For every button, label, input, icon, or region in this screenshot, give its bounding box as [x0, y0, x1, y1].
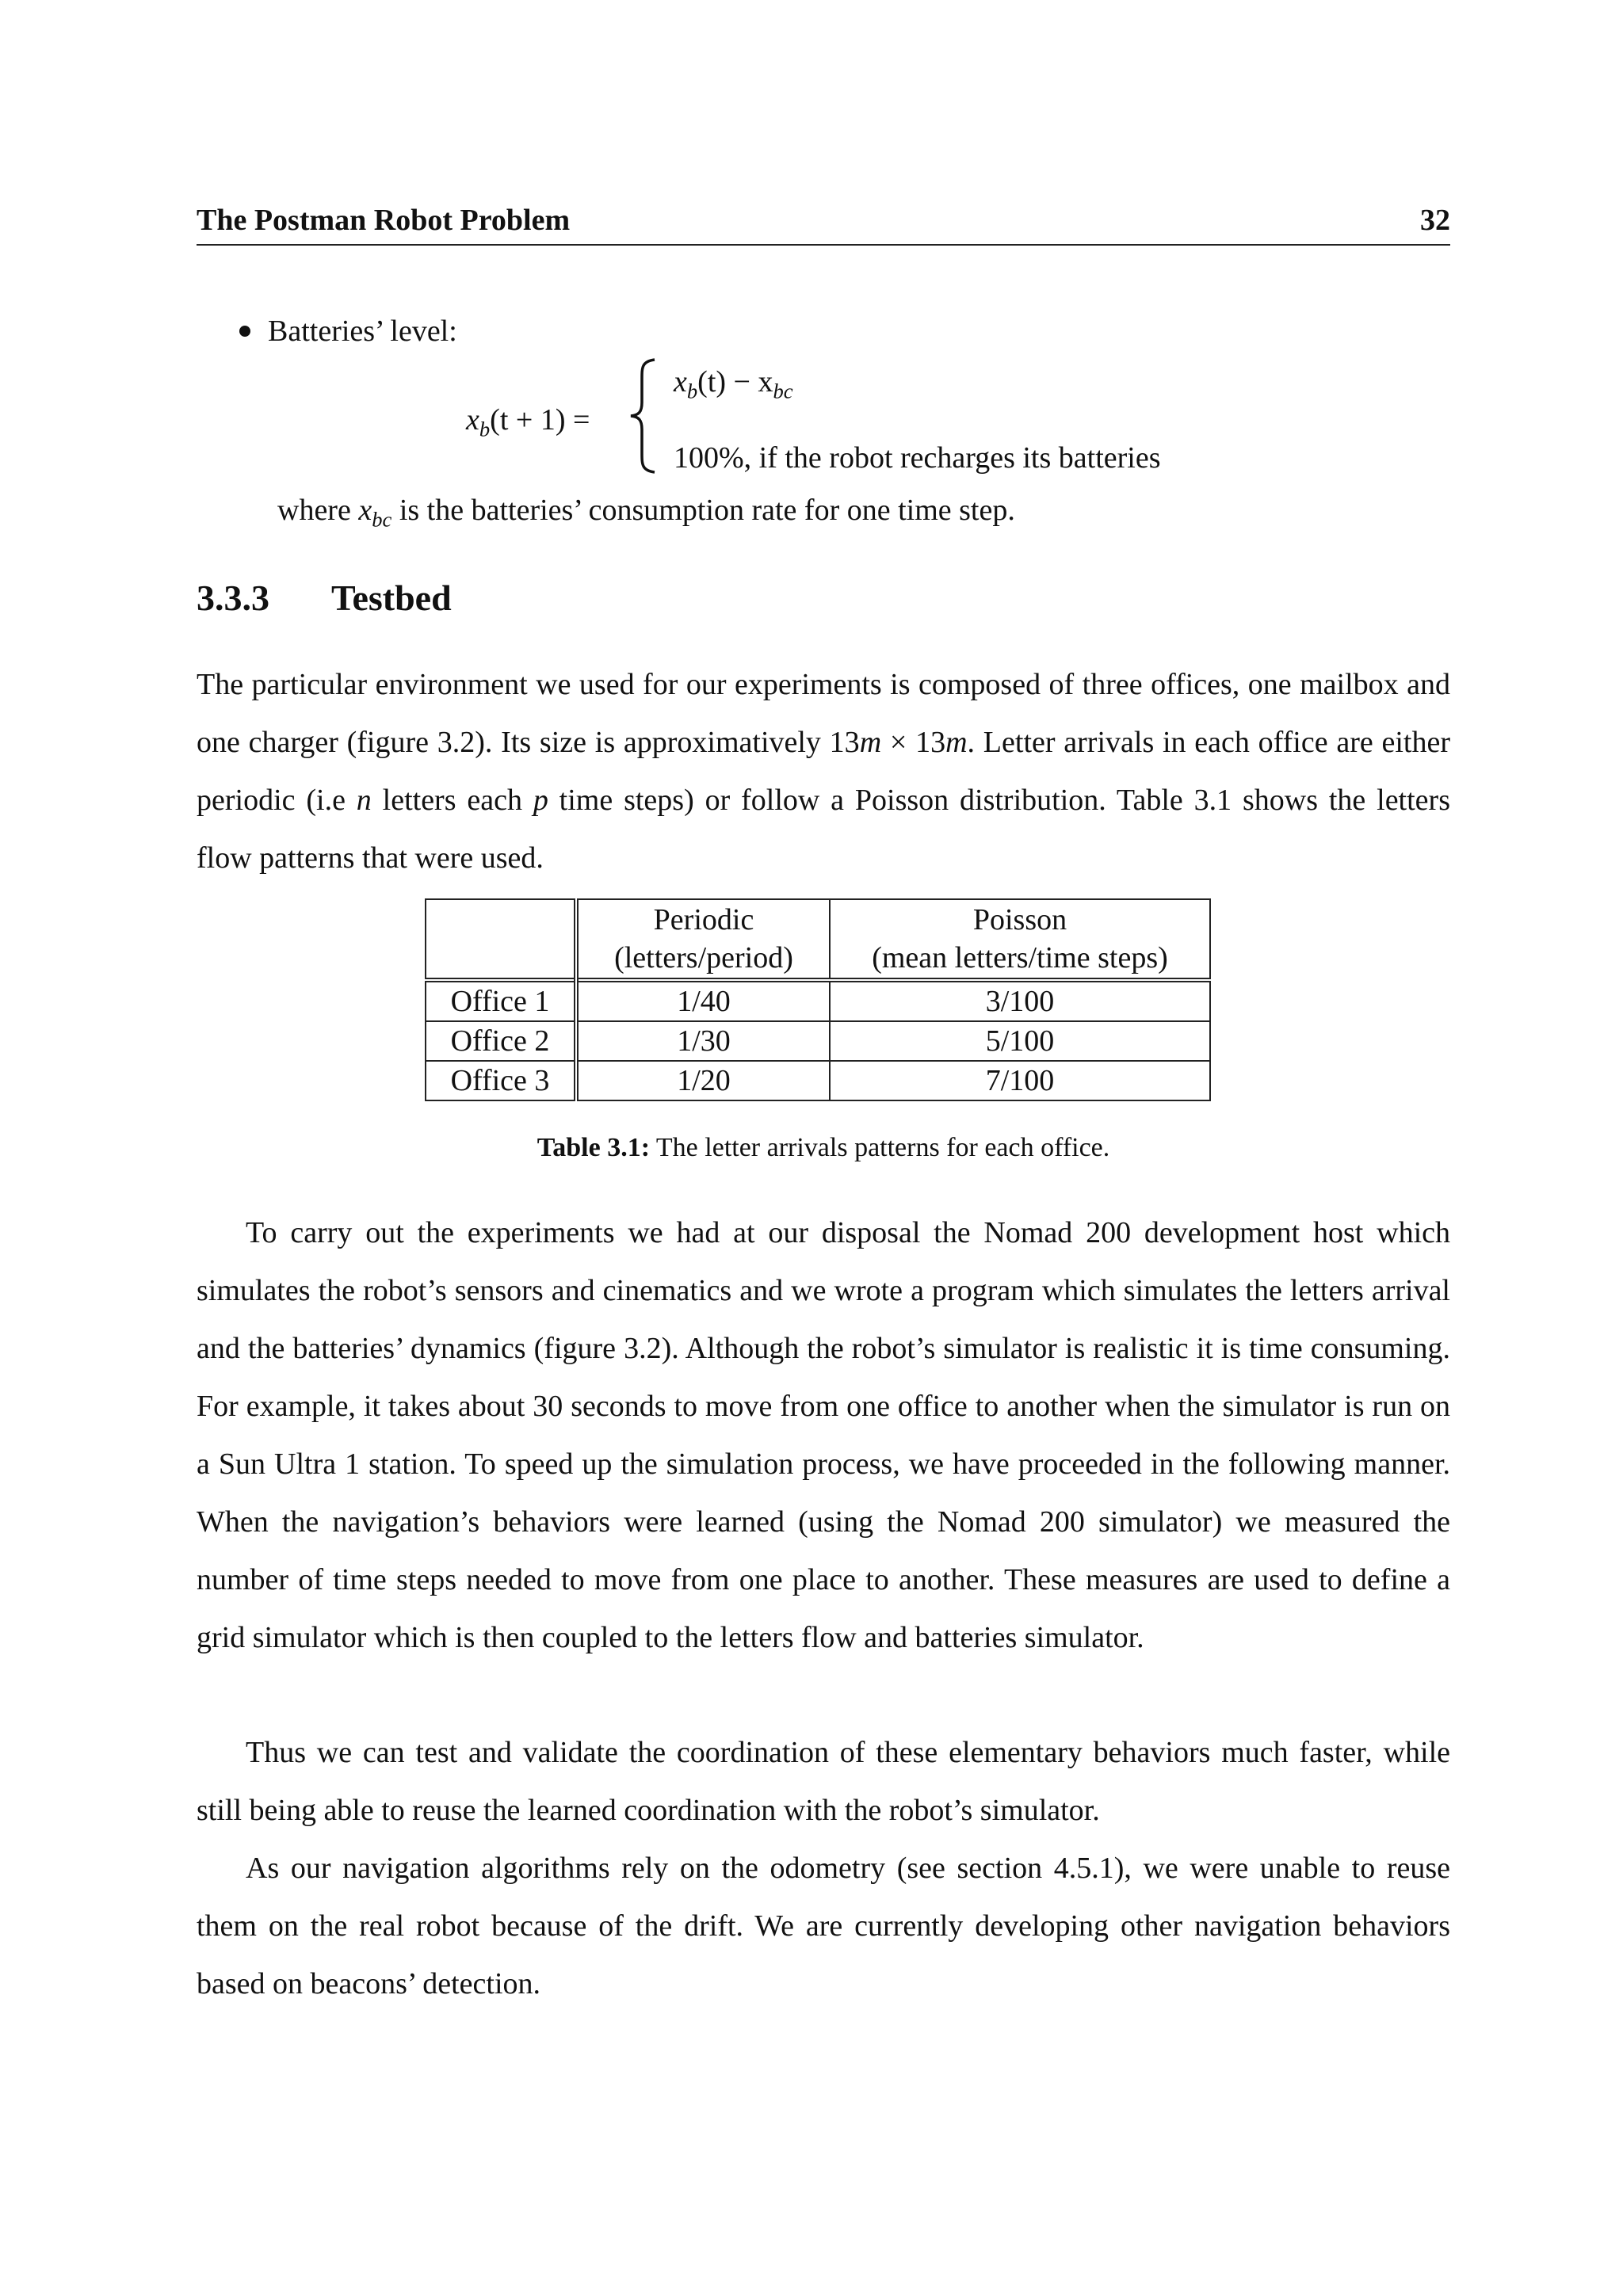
cell-periodic: 1/20	[576, 1061, 830, 1100]
column-header-periodic: Periodic (letters/period)	[576, 899, 830, 980]
page-number: 32	[1420, 204, 1450, 237]
bullet-icon	[239, 326, 250, 337]
table-header-row	[426, 899, 1210, 980]
equation-case-2: 100%, if the robot recharges its batteries	[674, 441, 1161, 475]
equation-case-1: $x_b(t) - x_{bc}$	[674, 365, 793, 403]
header-title: The Postman Robot Problem	[197, 204, 571, 237]
section-number: 3.3.3	[197, 578, 269, 618]
paragraph-odometry: As our navigation algorithms rely on the odometry (see section 4.5.1), we were unable to reuse them on the real robot because of the drift. We are currently developing other navigation behaviors based on beacons’ detection.	[197, 1852, 1450, 2000]
table-corner-cell	[426, 899, 576, 980]
table-row	[426, 1061, 1210, 1100]
table-caption	[197, 1133, 1450, 1163]
bullet-batteries-level	[239, 314, 457, 349]
cell-periodic: 1/30	[576, 1021, 830, 1061]
table-caption-label: Table 3.1:	[537, 1133, 651, 1162]
table-caption-text: The letter arrivals patterns for each office.	[650, 1133, 1110, 1162]
table-row	[426, 980, 1210, 1021]
cell-poisson: 3/100	[830, 980, 1210, 1021]
cell-poisson: 5/100	[830, 1021, 1210, 1061]
left-brace-icon	[628, 357, 659, 475]
paragraph-validation: Thus we can test and validate the coordination of these elementary behaviors much faster, while still being able to reuse the learned coordination with the robot’s simulator.	[197, 1736, 1450, 1827]
section-heading	[197, 577, 452, 619]
row-header-office: Office 2	[426, 1021, 576, 1061]
table-row	[426, 1021, 1210, 1061]
equation-lhs: $x_b(t + 1)$ =	[466, 403, 590, 441]
bullet-text: Batteries’ level:	[268, 315, 457, 348]
row-header-office: Office 3	[426, 1061, 576, 1100]
cell-periodic: 1/40	[576, 980, 830, 1021]
row-header-office: Office 1	[426, 980, 576, 1021]
running-header	[197, 200, 1450, 246]
letter-arrivals-table	[425, 898, 1211, 1101]
column-header-poisson: Poisson (mean letters/time steps)	[830, 899, 1210, 980]
where-clause: where $x_{bc}$ is the batteries’ consumption rate for one time step.	[277, 494, 1015, 532]
section-title: Testbed	[331, 578, 452, 618]
paragraph-testbed-intro: The particular environment we used for our experiments is composed of three offices, one mailbox and one charger (figure 3.2). Its size is approximatively 13m × 13m. Letter arrivals in each office are either periodic (i.e n letters each p time steps) or follow a Poisson distribution. Table 3.1 shows the letters flow patterns that were used.	[197, 668, 1450, 875]
paragraph-experiments: To carry out the experiments we had at our disposal the Nomad 200 development host which simulates the robot’s sensors and cinematics and we wrote a program which simulates the letters arrival and the batteries’ dynamics (figure 3.2). Although the robot’s simulator is realistic it is time consuming. For example, it takes about 30 seconds to move from one office to another when the simulator is run on a Sun Ultra 1 station. To speed up the simulation process, we have proceeded in the following manner. When the navigation’s behaviors were learned (using the Nomad 200 simulator) we measured the number of time steps needed to move from one place to another. These measures are used to define a grid simulator which is then coupled to the letters flow and batteries simulator.	[197, 1216, 1450, 1654]
cell-poisson: 7/100	[830, 1061, 1210, 1100]
